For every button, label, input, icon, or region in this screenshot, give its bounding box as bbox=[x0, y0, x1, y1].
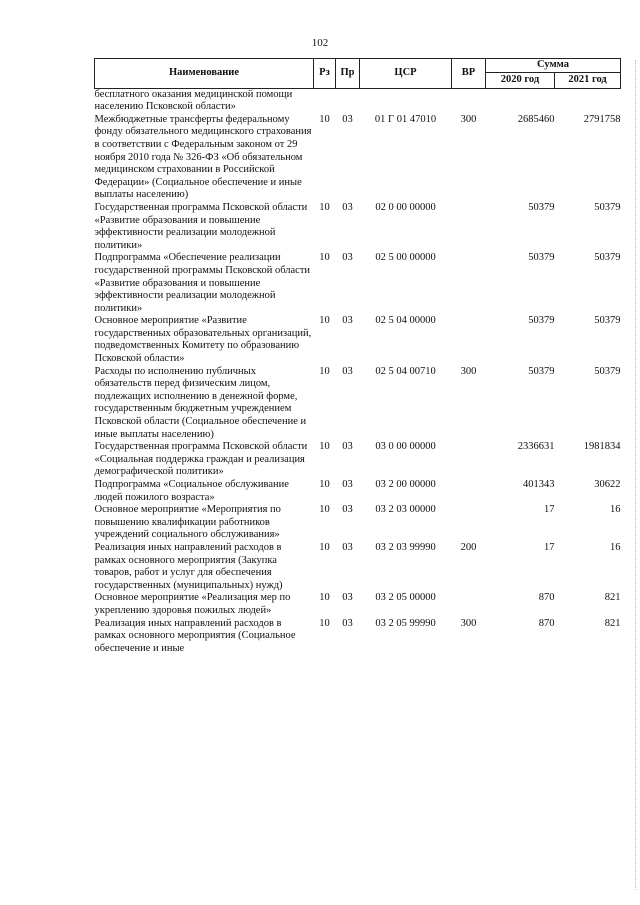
row-rz: 10 bbox=[319, 201, 330, 213]
row-rz: 10 bbox=[319, 617, 330, 629]
header-2020: 2020 год bbox=[486, 72, 555, 88]
row-name: Основное мероприятие «Развитие государственных образовательных организаций, подведомственных Комитету по образованию Псковской области» bbox=[94, 315, 312, 365]
row-2021: 821 bbox=[604, 617, 621, 629]
row-name: Межбюджетные трансферты федеральному фонду обязательного медицинского страхования в соответствии с Федеральным законом от 29 ноября 2010 года № 326-ФЗ «Об обязательном медицинском страховании в Российской Федерации» (Социальное обеспечение и иные выплаты населению) bbox=[94, 113, 312, 201]
row-2021: 16 bbox=[610, 541, 621, 553]
page-number: 102 bbox=[311, 37, 329, 49]
row-rz: 10 bbox=[319, 592, 330, 604]
row-rz bbox=[314, 88, 336, 114]
row-name: Основное мероприятие «Мероприятия по повышению квалификации работников учреждений социального обслуживания» bbox=[94, 504, 281, 541]
row-csr: 03 2 05 00000 bbox=[375, 592, 436, 604]
row-2020: 50379 bbox=[528, 252, 555, 264]
row-vr bbox=[452, 315, 486, 365]
row-pr: 03 bbox=[342, 441, 353, 453]
row-2020: 50379 bbox=[528, 201, 555, 213]
row-vr: 300 bbox=[460, 113, 477, 125]
header-vr: ВР bbox=[452, 59, 486, 89]
table-row bbox=[95, 592, 621, 617]
row-2020: 50379 bbox=[528, 365, 555, 377]
row-csr: 01 Г 01 47010 bbox=[374, 113, 437, 125]
row-2020: 2685460 bbox=[517, 113, 555, 125]
row-name: Реализация иных направлений расходов в рамках основного мероприятия (Социальное обеспечение и иные bbox=[94, 617, 296, 654]
row-pr: 03 bbox=[342, 504, 353, 516]
row-2021: 2791758 bbox=[583, 113, 621, 125]
row-rz: 10 bbox=[319, 365, 330, 377]
table-row bbox=[95, 88, 621, 114]
row-name: Подпрограмма «Социальное обслуживание людей пожилого возраста» bbox=[94, 479, 289, 503]
table-row bbox=[95, 202, 621, 252]
row-name: Реализация иных направлений расходов в рамках основного мероприятия (Закупка товаров, работ и услуг для обеспечения государственных (муниципальных) нужд) bbox=[94, 541, 283, 591]
row-2021: 1981834 bbox=[583, 441, 621, 453]
header-sum: Сумма bbox=[486, 59, 621, 73]
header-name: Наименование bbox=[95, 59, 314, 89]
row-rz: 10 bbox=[319, 252, 330, 264]
row-rz: 10 bbox=[319, 113, 330, 125]
row-name: Основное мероприятие «Реализация мер по укреплению здоровья пожилых людей» bbox=[94, 592, 291, 616]
row-vr: 300 bbox=[460, 365, 477, 377]
row-name: Расходы по исполнению публичных обязательств перед физическим лицом, подлежащих исполнению в денежной форме, государственным бюджетным учреждением Псковской области (Социальное обеспечение и иные выплаты населению) bbox=[94, 365, 307, 440]
row-rz: 10 bbox=[319, 504, 330, 516]
row-pr: 03 bbox=[342, 592, 353, 604]
row-rz: 10 bbox=[319, 441, 330, 453]
header-2021: 2021 год bbox=[555, 72, 621, 88]
row-vr: 300 bbox=[460, 617, 477, 629]
row-pr: 03 bbox=[342, 315, 353, 327]
row-rz: 10 bbox=[319, 479, 330, 490]
row-rz: 10 bbox=[319, 541, 330, 553]
table-body bbox=[95, 88, 621, 655]
row-csr: 02 5 00 00000 bbox=[375, 252, 436, 264]
row-2021: 50379 bbox=[594, 201, 621, 213]
row-2020: 401343 bbox=[523, 479, 555, 490]
row-pr: 03 bbox=[342, 201, 353, 213]
table-row bbox=[95, 252, 621, 315]
row-pr: 03 bbox=[342, 479, 353, 490]
row-2020: 2336631 bbox=[517, 441, 555, 453]
table-row bbox=[95, 441, 621, 479]
budget-table bbox=[94, 58, 621, 655]
row-2020: 50379 bbox=[528, 315, 555, 327]
row-2020: 17 bbox=[544, 541, 555, 553]
row-vr bbox=[452, 441, 486, 479]
table-row bbox=[95, 618, 621, 656]
row-2020 bbox=[486, 88, 555, 114]
row-vr bbox=[452, 479, 486, 504]
row-vr bbox=[452, 202, 486, 252]
row-name: Подпрограмма «Обеспечение реализации государственной программы Псковской области «Развитие образования и повышение эффективности реализации молодежной политики» bbox=[94, 252, 311, 314]
header-csr: ЦСР bbox=[360, 59, 452, 89]
row-2021: 30622 bbox=[594, 479, 621, 490]
table-row bbox=[95, 542, 621, 592]
row-pr: 03 bbox=[342, 617, 353, 629]
row-2020: 870 bbox=[538, 617, 555, 629]
row-csr: 03 2 03 00000 bbox=[375, 504, 436, 516]
scan-edge-divider bbox=[635, 60, 636, 890]
row-csr: 02 5 04 00000 bbox=[375, 315, 436, 327]
row-pr: 03 bbox=[342, 113, 353, 125]
row-vr bbox=[452, 592, 486, 617]
row-2021 bbox=[555, 88, 621, 114]
row-csr: 03 2 00 00000 bbox=[375, 479, 436, 490]
table-row bbox=[95, 479, 621, 504]
table-row bbox=[95, 366, 621, 442]
row-2021: 50379 bbox=[594, 365, 621, 377]
table-row bbox=[95, 114, 621, 202]
table-row bbox=[95, 315, 621, 365]
row-2021: 50379 bbox=[594, 252, 621, 264]
table-header bbox=[95, 59, 621, 89]
row-csr: 03 2 03 99990 bbox=[375, 541, 436, 553]
row-name: Государственная программа Псковской области «Социальная поддержка граждан и реализация демографической политики» bbox=[94, 441, 308, 478]
row-csr: 02 5 04 00710 bbox=[375, 365, 436, 377]
header-rz: Рз bbox=[314, 59, 336, 89]
row-2020: 870 bbox=[538, 592, 555, 604]
row-2021: 50379 bbox=[594, 315, 621, 327]
row-csr: 03 2 05 99990 bbox=[375, 617, 436, 629]
row-vr bbox=[452, 504, 486, 542]
row-pr bbox=[336, 88, 360, 114]
row-csr: 02 0 00 00000 bbox=[375, 201, 436, 213]
row-vr bbox=[452, 88, 486, 114]
header-pr: Пр bbox=[336, 59, 360, 89]
row-csr bbox=[360, 88, 452, 114]
row-pr: 03 bbox=[342, 365, 353, 377]
table-row bbox=[95, 504, 621, 542]
row-pr: 03 bbox=[342, 541, 353, 553]
row-2020: 17 bbox=[544, 504, 555, 516]
row-2021: 821 bbox=[604, 592, 621, 604]
row-csr: 03 0 00 00000 bbox=[375, 441, 436, 453]
row-vr bbox=[452, 252, 486, 315]
row-name: бесплатного оказания медицинской помощи населению Псковской области» bbox=[94, 88, 293, 113]
row-pr: 03 bbox=[342, 252, 353, 264]
row-2021: 16 bbox=[610, 504, 621, 516]
row-rz: 10 bbox=[319, 315, 330, 327]
row-vr: 200 bbox=[460, 541, 477, 553]
row-name: Государственная программа Псковской области «Развитие образования и повышение эффективности реализации молодежной политики» bbox=[94, 201, 308, 251]
